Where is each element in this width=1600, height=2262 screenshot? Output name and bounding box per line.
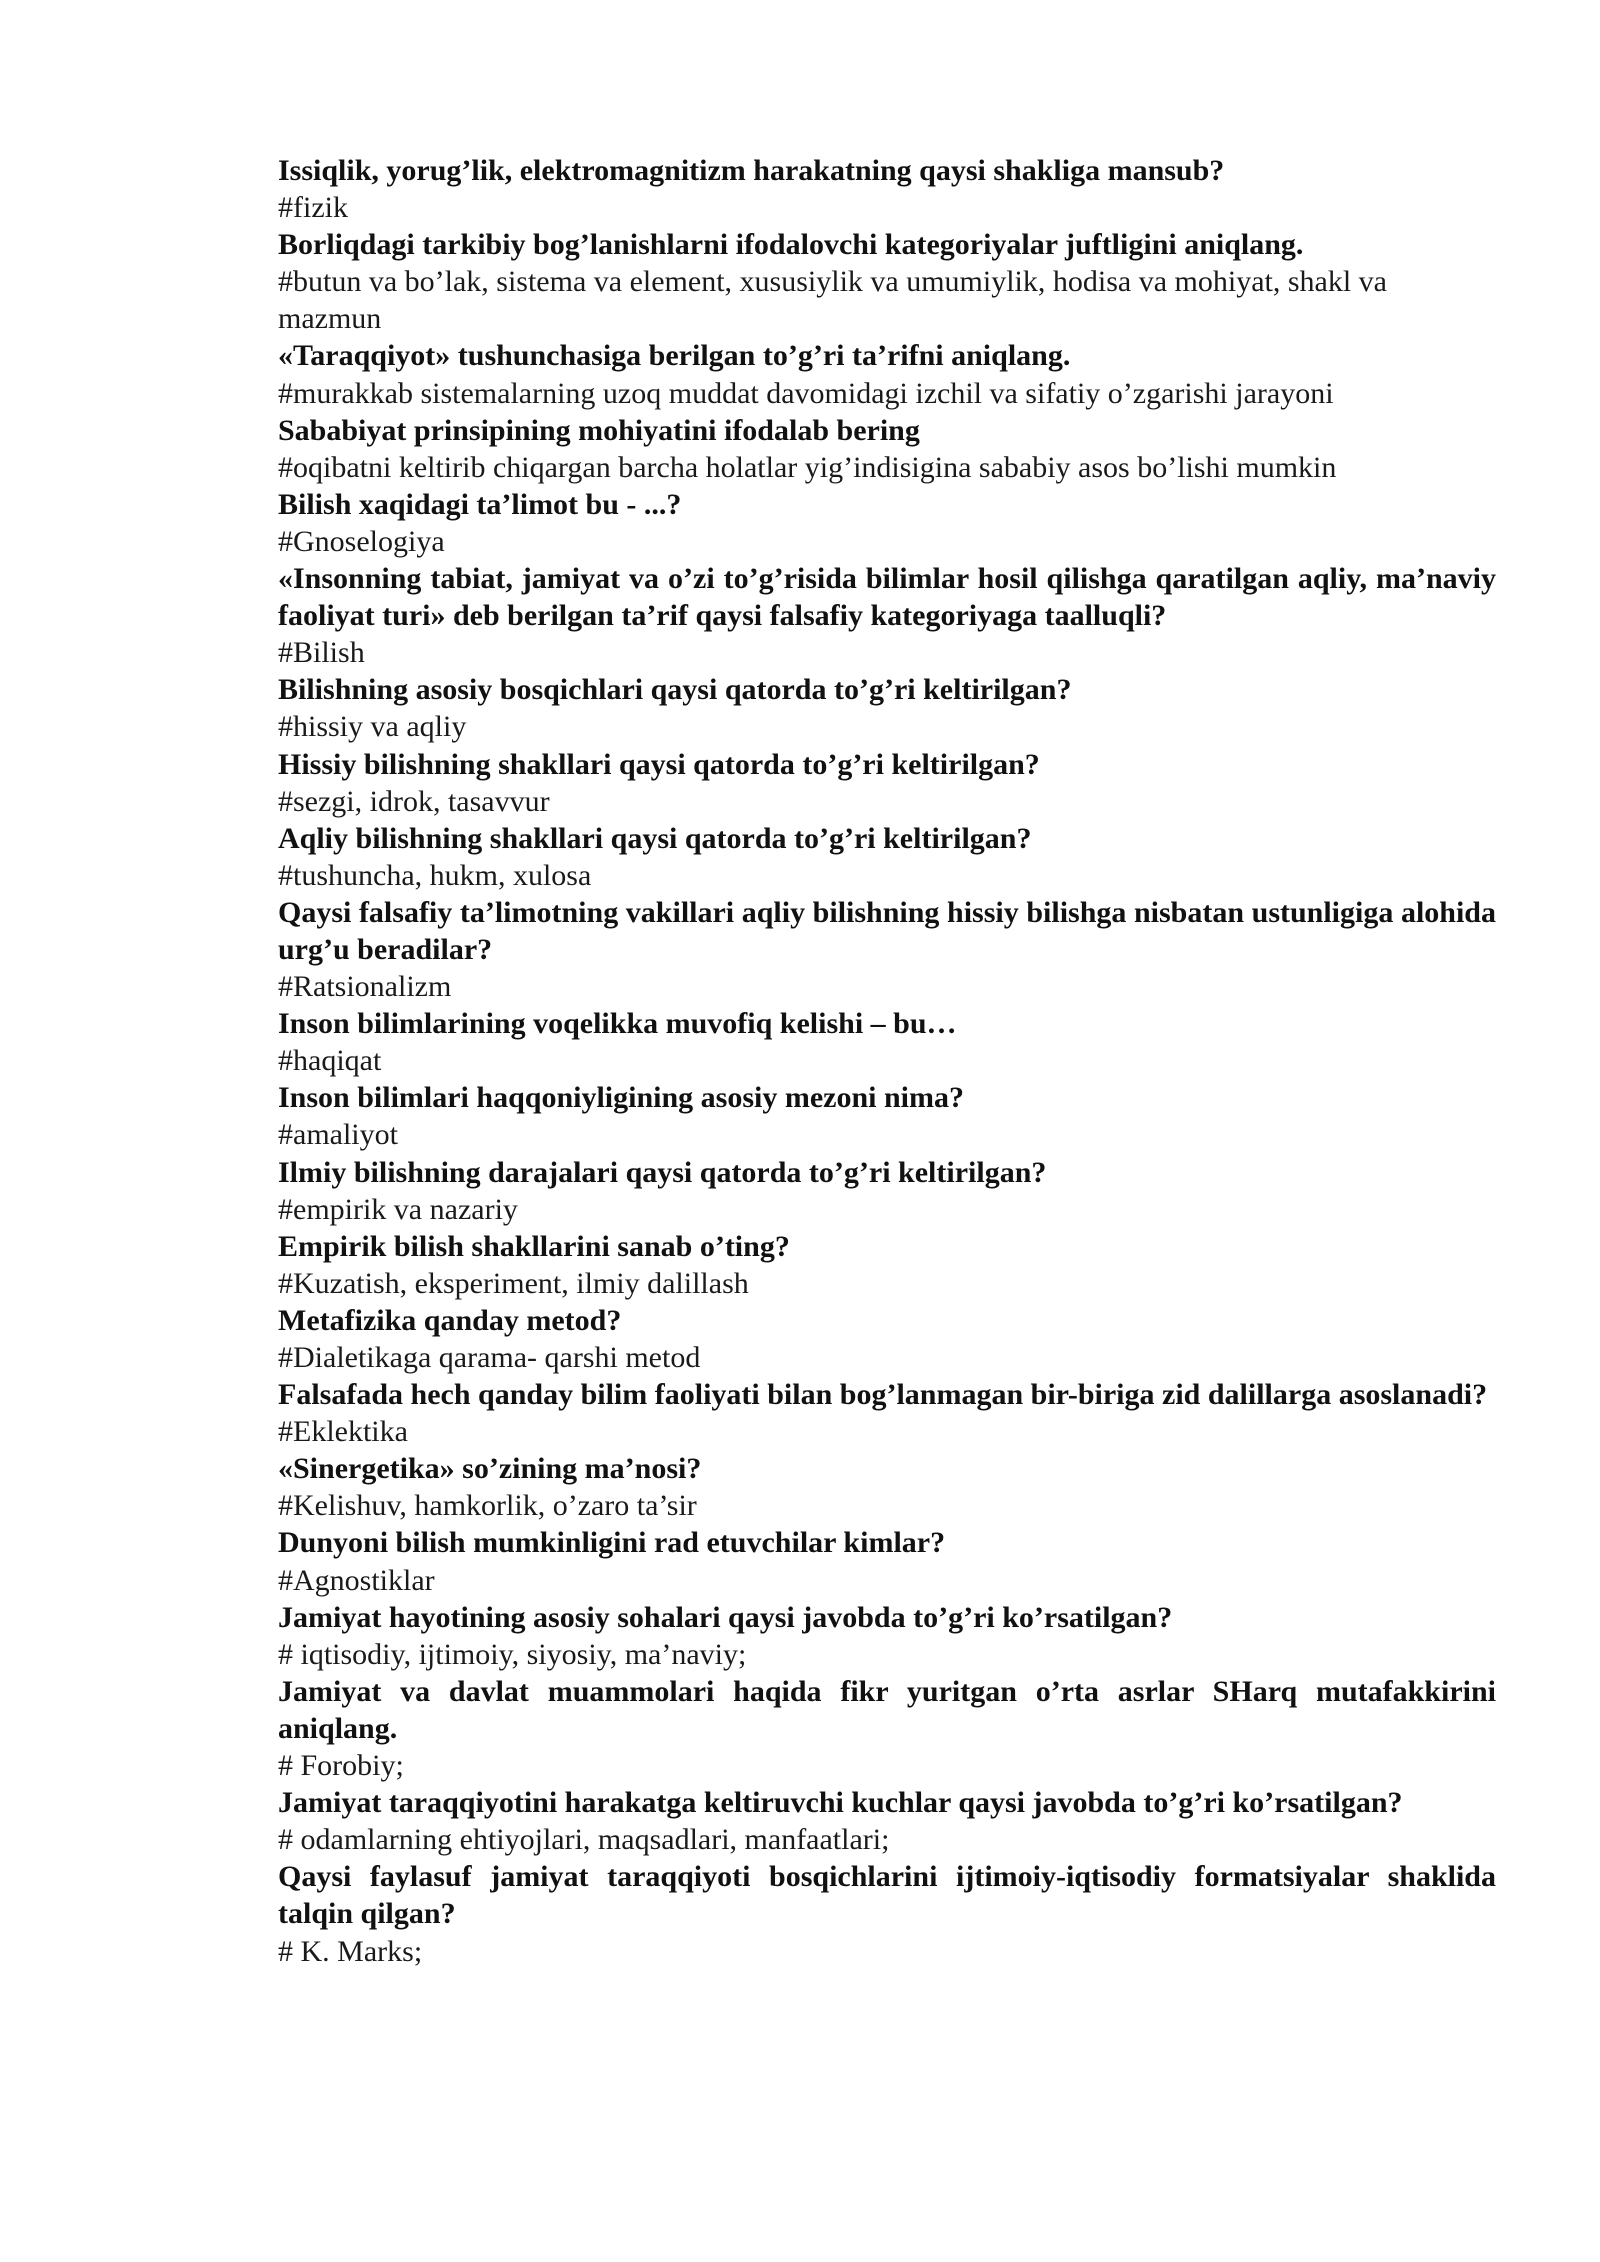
qa-item [278,671,1496,745]
question-text: Empirik bilish shakllarini sanab o’ting? [278,1229,790,1263]
answer-text: # K. Marks; [278,1934,423,1968]
qa-item [278,1858,1496,1969]
answer-text: # odamlarning ehtiyojlari, maqsadlari, manfaatlari; [278,1823,890,1857]
question-text: Bilishning asosiy bosqichlari qaysi qatorda to’g’ri keltirilgan? [278,673,1072,707]
qa-item [278,1599,1496,1673]
answer-text: #Ratsionalizm [278,970,452,1004]
answer-text: #haqiqat [278,1044,382,1078]
qa-item [278,1154,1496,1228]
question-text: Falsafada hech qanday bilim faoliyati bilan bog’lanmagan bir-biriga zid dalillarga asoslanadi? [278,1378,1488,1412]
question-text: Jamiyat hayotining asosiy sohalari qaysi javobda to’g’ri ko’rsatilgan? [278,1600,1173,1634]
answer-text: #sezgi, idrok, tasavvur [278,784,550,818]
answer-text: #Kelishuv, hamkorlik, o’zaro ta’sir [278,1489,697,1523]
qa-item [278,746,1496,820]
question-text: Dunyoni bilish mumkinligini rad etuvchilar kimlar? [278,1526,946,1560]
question-text: Inson bilimlari haqqoniyligining asosiy mezoni nima? [278,1081,965,1115]
qa-item [278,560,1496,671]
qa-item [278,486,1496,560]
question-text: «Sinergetika» so’zining ma’nosi? [278,1452,702,1486]
answer-text: #hissiy va aqliy [278,710,467,744]
answer-text: #Agnostiklar [278,1563,435,1597]
qa-item [278,820,1496,894]
answer-text: #Dialetikaga qarama- qarshi metod [278,1341,701,1374]
qa-item [278,1784,1496,1858]
answer-text: #butun va bo’lak, sistema va element, xususiylik va umumiylik, hodisa va mohiyat, shakl va mazmun [278,265,1387,336]
qa-item [278,894,1496,1005]
answer-text: # iqtisodiy, ijtimoiy, siyosiy, ma’naviy; [278,1637,747,1671]
answer-text: #Bilish [278,636,365,670]
qa-item [278,226,1496,337]
answer-text: # Forobiy; [278,1749,404,1783]
question-text: Sababiyat prinsipining mohiyatini ifodalab bering [278,413,920,447]
question-text: Jamiyat va davlat muammolari haqida fikr yuritgan o’rta asrlar SHarq mutafakkirini aniqlang. [278,1674,1496,1745]
answer-text: #Kuzatish, eksperiment, ilmiy dalillash [278,1266,749,1300]
qa-item [278,1450,1496,1524]
question-text: Hissiy bilishning shakllari qaysi qatorda to’g’ri keltirilgan? [278,747,1040,781]
qa-item [278,1673,1496,1784]
question-text: Metafizika qanday metod? [278,1303,622,1337]
question-text: Ilmiy bilishning darajalari qaysi qatorda to’g’ri keltirilgan? [278,1155,1047,1189]
question-text: Bilish xaqidagi ta’limot bu - ...? [278,487,682,521]
qa-item [278,1524,1496,1598]
question-text: «Insonning tabiat, jamiyat va o’zi to’g’risida bilimlar hosil qilishga qaratilgan aqliy, ma’naviy faoliyat turi» deb berilgan ta’rif qaysi falsafiy kategoriyaga taalluqli? [278,562,1496,633]
document-page [278,152,1496,1970]
question-text: «Taraqqiyot» tushunchasiga berilgan to’g’ri ta’rifni aniqlang. [278,339,1071,373]
question-text: Jamiyat taraqqiyotini harakatga keltiruvchi kuchlar qaysi javobda to’g’ri ko’rsatilgan? [278,1786,1403,1820]
qa-item [278,1228,1496,1302]
qa-item [278,1376,1496,1450]
question-text: Issiqlik, yorug’lik, elektromagnitizm harakatning qaysi shakliga mansub? [278,154,1225,187]
question-text: Qaysi faylasuf jamiyat taraqqiyoti bosqichlarini ijtimoiy-iqtisodiy formatsiyalar shaklida talqin qilgan? [278,1860,1496,1931]
question-text: Aqliy bilishning shakllari qaysi qatorda to’g’ri keltirilgan? [278,821,1032,855]
answer-text: #oqibatni keltirib chiqargan barcha holatlar yig’indisigina sababiy asos bo’lishi mumkin [278,450,1337,484]
answer-text: #amaliyot [278,1118,398,1152]
question-text: Inson bilimlarining voqelikka muvofiq kelishi – bu… [278,1007,957,1041]
question-text: Qaysi falsafiy ta’limotning vakillari aqliy bilishning hissiy bilishga nisbatan ustunligiga alohida urg’u beradilar? [278,895,1496,966]
qa-item [278,152,1496,226]
answer-text: #fizik [278,191,348,225]
answer-text: #empirik va nazariy [278,1192,518,1226]
answer-text: #Eklektika [278,1415,408,1449]
question-text: Borliqdagi tarkibiy bog’lanishlarni ifodalovchi kategoriyalar juftligini aniqlang. [278,228,1304,262]
answer-text: #Gnoselogiya [278,524,445,558]
answer-text: #murakkab sistemalarning uzoq muddat davomidagi izchil va sifatiy o’zgarishi jarayoni [278,376,1334,410]
qa-item [278,412,1496,486]
qa-item [278,1005,1496,1079]
qa-item [278,337,1496,411]
answer-text: #tushuncha, hukm, xulosa [278,858,592,892]
qa-item [278,1302,1496,1376]
qa-item [278,1079,1496,1153]
